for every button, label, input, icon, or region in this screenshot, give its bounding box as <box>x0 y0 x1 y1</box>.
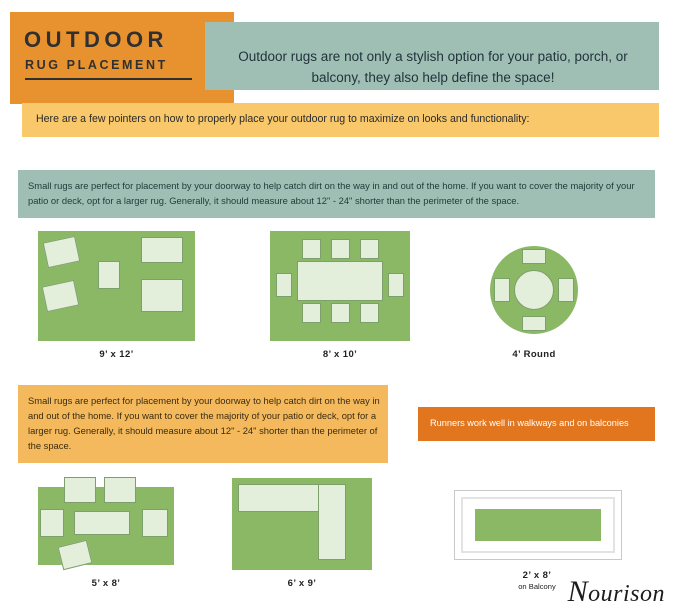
page-subtitle: RUG PLACEMENT <box>25 58 168 72</box>
chair-icon <box>388 273 404 297</box>
rug-caption-5x8 <box>38 578 174 589</box>
sofa-icon <box>104 477 136 503</box>
brand-name: ourison <box>588 581 665 607</box>
rug-sublabel: on Balcony <box>518 582 556 591</box>
rug-label: 2’ x 8’ <box>522 570 552 581</box>
header-intro-text: Outdoor rugs are not only a stylish option for your patio, porch, or balcony, they also help define the space! <box>238 49 628 85</box>
chair-icon <box>40 509 64 537</box>
band-two-text: Small rugs are perfect for placement by your doorway to help catch dirt on the way in and out of the home. If you want to cover the majority of your patio or deck, opt for a larger rug. Generally, it should measure about 12" - 24" shorter than the perimeter of the space. <box>28 395 380 451</box>
chair-icon <box>302 303 321 323</box>
page-title: OUTDOOR <box>24 27 168 52</box>
rug-caption-4-round <box>486 349 582 360</box>
rug-label: 9’ x 12’ <box>99 349 134 360</box>
brand-logo <box>568 575 665 609</box>
sofa-icon <box>64 477 96 503</box>
chair-icon <box>43 236 81 268</box>
chair-icon <box>276 273 292 297</box>
rug-label: 4’ Round <box>512 349 556 360</box>
chair-icon <box>331 303 350 323</box>
sofa-icon <box>141 279 183 312</box>
rug-4-round <box>490 246 578 334</box>
rug-caption-8x10 <box>270 349 410 360</box>
coffee-table-icon <box>74 511 130 535</box>
chair-icon <box>42 280 80 312</box>
chair-icon <box>142 509 168 537</box>
round-table-icon <box>514 270 554 310</box>
band-one-text: Small rugs are perfect for placement by your doorway to help catch dirt on the way in and out of the home. If you want to cover the majority of your patio or deck, opt for a larger rug. Generally, it should measure about 12" - 24" shorter than the perimeter of the space. <box>28 180 635 206</box>
header-pointer-text: Here are a few pointers on how to properly place your outdoor rug to maximize on looks and functionality: <box>36 113 530 125</box>
chair-icon <box>58 540 93 571</box>
chair-icon <box>522 249 546 264</box>
balcony-outline <box>454 490 622 560</box>
runner-text: Runners work well in walkways and on balconies <box>430 418 629 428</box>
rug-2x8-runner <box>475 509 601 541</box>
rug-label: 6’ x 9’ <box>287 578 317 589</box>
chair-icon <box>522 316 546 331</box>
rug-label: 5’ x 8’ <box>91 578 121 589</box>
rug-8x10 <box>270 231 410 341</box>
rug-6x9 <box>232 478 372 570</box>
sectional-sofa-icon <box>318 484 346 560</box>
rug-9x12 <box>38 231 195 341</box>
chair-icon <box>331 239 350 259</box>
chair-icon <box>360 239 379 259</box>
brand-initial: N <box>567 575 589 608</box>
chair-icon <box>360 303 379 323</box>
chair-icon <box>302 239 321 259</box>
title-divider <box>25 78 192 80</box>
rug-5x8 <box>38 487 174 565</box>
table-icon <box>98 261 120 289</box>
sofa-icon <box>141 237 183 263</box>
rug-caption-6x9 <box>232 578 372 589</box>
chair-icon <box>494 278 510 302</box>
chair-icon <box>558 278 574 302</box>
rug-label: 8’ x 10’ <box>322 349 358 360</box>
rug-caption-9x12 <box>38 349 195 360</box>
dining-table-icon <box>297 261 383 301</box>
